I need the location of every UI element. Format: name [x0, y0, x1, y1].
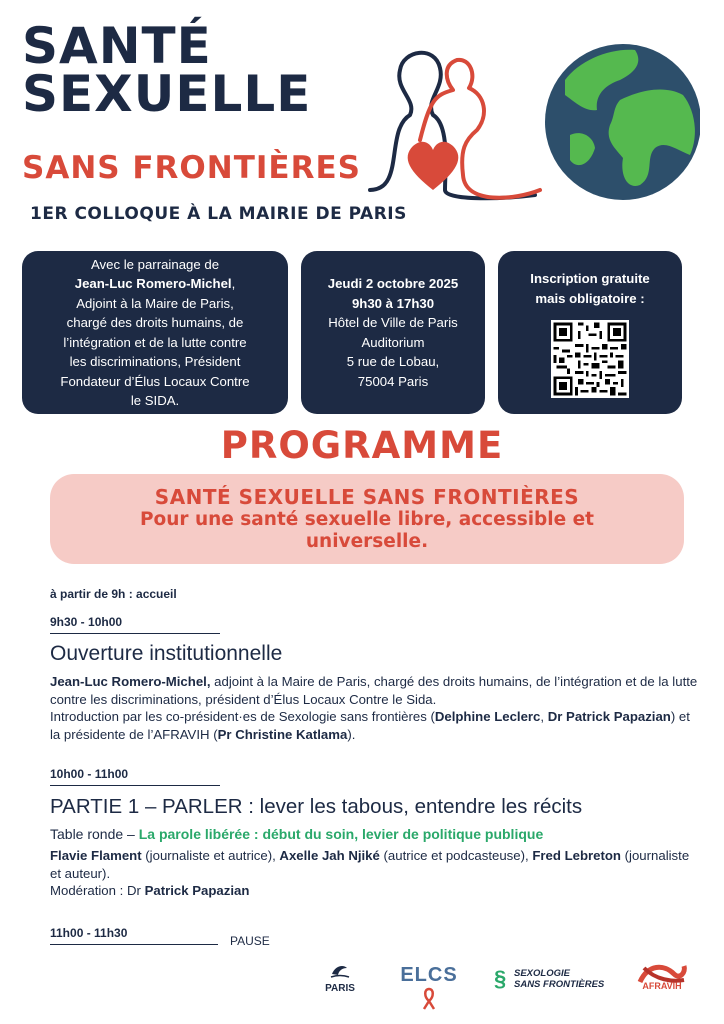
speaker-name: Flavie Flament: [50, 848, 142, 863]
people-outline-icon: [370, 53, 540, 199]
banner-tagline-2: universelle.: [305, 531, 429, 552]
title-line-2: SEXUELLE: [22, 65, 312, 123]
time-slot: 10h00 - 11h00: [50, 767, 220, 786]
event-place: Hôtel de Ville de Paris: [328, 315, 458, 330]
page-title: [22, 17, 312, 123]
qr-code-icon[interactable]: [551, 320, 629, 398]
time-slot: 9h30 - 10h00: [50, 615, 220, 634]
speaker-role: (journaliste et auteur).: [50, 848, 690, 881]
hero-illustration: [365, 40, 700, 230]
paragraph: [50, 847, 700, 882]
sponsor-line: le SIDA.: [130, 393, 180, 408]
page-subtitle: SANS FRONTIÈRES: [22, 150, 361, 186]
paris-logo-text: PARIS: [325, 983, 355, 994]
sponsor-line: chargé des droits humains, de: [66, 315, 244, 330]
paris-logo-icon: [320, 962, 360, 994]
sponsor-name: Jean-Luc Romero-Michel: [74, 276, 232, 291]
pause-label: PAUSE: [230, 934, 270, 948]
partner-logos: [320, 962, 700, 1002]
afravih-logo-text: AFRAVIH: [642, 981, 682, 991]
elcs-logo-text: ELCS: [400, 964, 458, 986]
roundtable-line: [50, 826, 700, 844]
roundtable-title: La parole libérée : début du soin, levier de politique publique: [138, 826, 544, 842]
text: ,: [540, 709, 548, 724]
speaker-name: Pr Christine Katlama: [217, 726, 348, 742]
registration-line: mais obligatoire :: [535, 290, 645, 306]
event-card: [301, 251, 485, 414]
colloque-title: 1ER COLLOQUE À LA MAIRIE DE PARIS: [30, 204, 407, 224]
globe-icon: [545, 44, 700, 200]
event-date: Jeudi 2 octobre 2025: [327, 276, 459, 291]
banner-tagline-1: Pour une santé sexuelle libre, accessible et: [139, 509, 595, 530]
speaker-role: adjoint à la Maire de Paris, chargé des droits humains, de l’intégration et de la lutte contre les discriminations, président d’Élus Locaux Contre le Sida.: [50, 674, 698, 707]
speaker-role: (journaliste et autrice),: [141, 848, 280, 863]
registration-card: [498, 251, 682, 414]
text: ).: [347, 726, 356, 742]
sponsor-card: [22, 251, 288, 414]
sexologie-line: SANS FRONTIÈRES: [514, 979, 605, 990]
section-title: PARTIE 1 – PARLER : lever les tabous, entendre les récits: [50, 795, 583, 818]
text: ) et la présidente de l’AFRAVIH (: [50, 709, 690, 742]
section-title: Ouverture institutionnelle: [50, 642, 283, 665]
heart-icon: [408, 142, 459, 190]
event-city: 75004 Paris: [357, 373, 429, 389]
ribbon-icon: [422, 987, 436, 1011]
afravih-logo-icon: [632, 962, 692, 991]
moderator-name: Patrick Papazian: [144, 883, 250, 898]
speaker-name: Dr Patrick Papazian: [547, 709, 671, 724]
speaker-name: Delphine Leclerc: [434, 709, 541, 724]
event-room: Auditorium: [361, 334, 425, 350]
text: Introduction par les co-président·es de Sexologie sans frontières (: [50, 709, 435, 724]
section-body: [50, 673, 700, 743]
moderation-label: Modération : Dr: [50, 883, 145, 898]
sponsor-comma: ,: [231, 276, 236, 291]
sponsor-line: Adjoint à la Maire de Paris,: [76, 295, 234, 311]
speaker-role: (autrice et podcasteuse),: [379, 848, 533, 863]
event-time: 9h30 à 17h30: [351, 295, 435, 311]
sponsor-line: Avec le parrainage de: [90, 256, 220, 272]
registration-line: Inscription gratuite: [530, 271, 650, 286]
roundtable-label: Table ronde –: [50, 826, 139, 842]
paragraph: [50, 708, 700, 743]
accueil-time: à partir de 9h : accueil: [50, 587, 177, 601]
programme-heading: PROGRAMME: [220, 424, 504, 467]
speaker-name: Axelle Jah Njiké: [279, 848, 380, 863]
sponsor-line: l’intégration et de la lutte contre: [63, 334, 247, 350]
time-slot: 11h00 - 11h30: [50, 926, 218, 945]
banner-title: SANTÉ SEXUELLE SANS FRONTIÈRES: [154, 485, 580, 509]
speaker-name: Jean-Luc Romero-Michel,: [50, 674, 211, 689]
programme-banner: [50, 474, 684, 564]
sponsor-line: les discriminations, Président: [69, 354, 241, 369]
sponsor-line: Fondateur d’Élus Locaux Contre: [60, 373, 250, 389]
sexologie-line: SEXOLOGIE: [514, 968, 570, 979]
elcs-logo-icon: [394, 964, 464, 1011]
event-address: 5 rue de Lobau,: [346, 354, 440, 369]
speaker-name: Fred Lebreton: [532, 848, 621, 863]
title-line-1: SANTÉ: [22, 17, 212, 75]
sf-monogram-icon: §: [494, 966, 507, 991]
section-body: [50, 847, 700, 900]
sponsor-name-line: [75, 274, 236, 294]
sexologie-logo-text: [514, 968, 604, 990]
paragraph: [50, 673, 700, 708]
paragraph: [50, 882, 700, 900]
paris-ship-icon: [329, 962, 351, 980]
